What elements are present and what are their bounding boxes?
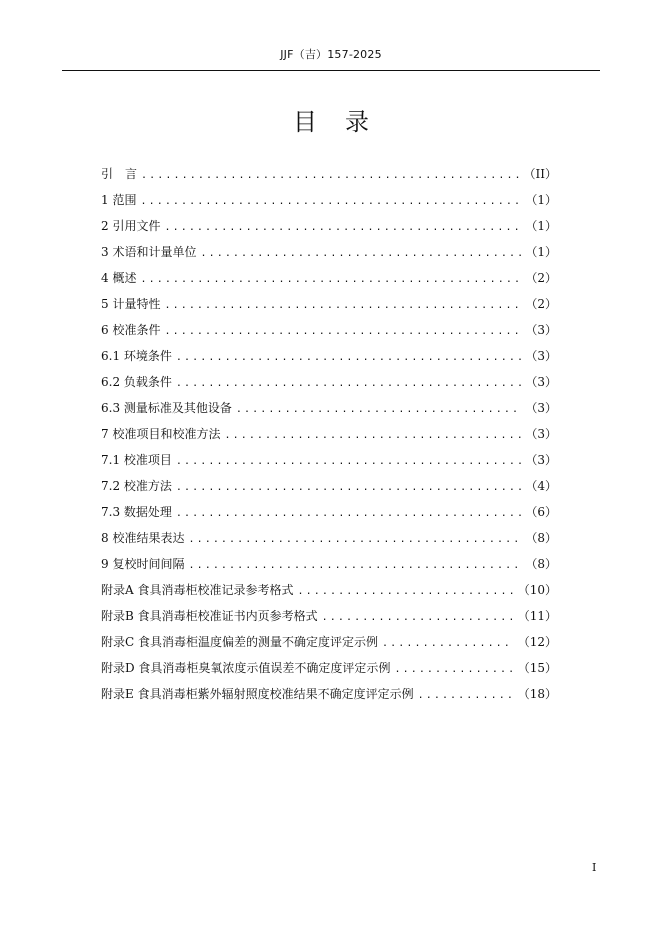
- toc-entry-page: （3）: [525, 401, 557, 415]
- toc-entry-title: 9 复校时间间隔: [101, 557, 185, 571]
- toc-entry[interactable]: [101, 425, 557, 451]
- running-header: JJF（吉）157-2025: [280, 48, 382, 61]
- header-rule: [62, 70, 600, 71]
- dot-leader: [188, 557, 521, 575]
- toc-entry-title: 8 校准结果表达: [101, 531, 185, 545]
- dot-leader: [394, 661, 513, 679]
- dot-leader: [418, 687, 514, 705]
- dot-leader: [164, 323, 521, 341]
- dot-leader: [140, 193, 521, 211]
- toc-entry-page: （1）: [525, 219, 557, 233]
- toc-entry-page: （12）: [517, 635, 557, 649]
- dot-leader: [297, 583, 513, 601]
- toc-entry-title: 2 引用文件: [101, 219, 161, 233]
- toc-entry-page: （3）: [525, 453, 557, 467]
- toc-entry-title: 6.1 环境条件: [101, 349, 172, 363]
- toc-entry[interactable]: [101, 295, 557, 321]
- dot-leader: [140, 271, 521, 289]
- toc-entry-title: 附录D 食具消毒柜臭氧浓度示值误差不确定度评定示例: [101, 661, 391, 675]
- toc-entry-title: 6 校准条件: [101, 323, 161, 337]
- toc-entry[interactable]: [101, 529, 557, 555]
- toc-entry-title: 5 计量特性: [101, 297, 161, 311]
- toc-entry-title: 7.1 校准项目: [101, 453, 172, 467]
- dot-leader: [176, 505, 521, 523]
- toc-entry-page: （2）: [525, 297, 557, 311]
- toc-entry[interactable]: [101, 165, 557, 191]
- toc-entry-page: （4）: [525, 479, 557, 493]
- toc-entry[interactable]: [101, 321, 557, 347]
- toc-entry[interactable]: [101, 633, 557, 659]
- toc-entry-title: 附录A 食具消毒柜校准记录参考格式: [101, 583, 294, 597]
- page-number: I: [592, 861, 597, 874]
- toc-entry[interactable]: [101, 607, 557, 633]
- toc-entry[interactable]: [101, 373, 557, 399]
- toc-entry-page: （6）: [525, 505, 557, 519]
- dot-leader: [141, 167, 520, 185]
- toc-entry-title: 4 概述: [101, 271, 137, 285]
- toc-entry-title: 附录E 食具消毒柜紫外辐射照度校准结果不确定度评定示例: [101, 687, 414, 701]
- toc-entry-title: 1 范围: [101, 193, 137, 207]
- dot-leader: [224, 427, 521, 445]
- toc-entry-page: （8）: [525, 557, 557, 571]
- toc-entry[interactable]: [101, 685, 557, 711]
- toc-entry[interactable]: [101, 399, 557, 425]
- toc-entry-page: （10）: [517, 583, 557, 597]
- toc-entry-page: （1）: [525, 245, 557, 259]
- toc-entry-title: 附录B 食具消毒柜校准证书内页参考格式: [101, 609, 318, 623]
- dot-leader: [164, 219, 521, 237]
- page-title: 目录: [293, 108, 397, 136]
- toc-entry-title: 7.2 校准方法: [101, 479, 172, 493]
- toc-entry-page: （3）: [525, 427, 557, 441]
- dot-leader: [188, 531, 521, 549]
- toc-entry-title: 7 校准项目和校准方法: [101, 427, 221, 441]
- toc-entry-page: （11）: [517, 609, 557, 623]
- dot-leader: [382, 635, 514, 653]
- toc-entry[interactable]: [101, 191, 557, 217]
- dot-leader: [176, 375, 521, 393]
- dot-leader: [176, 453, 521, 471]
- toc-entry-page: （1）: [525, 193, 557, 207]
- toc-entry-title: 附录C 食具消毒柜温度偏差的测量不确定度评定示例: [101, 635, 378, 649]
- toc-entry[interactable]: [101, 581, 557, 607]
- dot-leader: [200, 245, 521, 263]
- toc-entry[interactable]: [101, 503, 557, 529]
- toc-entry-page: （18）: [517, 687, 557, 701]
- toc-entry[interactable]: [101, 347, 557, 373]
- toc-entry-page: （2）: [525, 271, 557, 285]
- toc-entry[interactable]: [101, 243, 557, 269]
- toc-entry-title: 6.2 负载条件: [101, 375, 172, 389]
- dot-leader: [164, 297, 521, 315]
- dot-leader: [176, 349, 521, 367]
- toc-entry[interactable]: [101, 269, 557, 295]
- toc-entry[interactable]: [101, 477, 557, 503]
- toc-entry-page: （II）: [523, 167, 557, 181]
- dot-leader: [176, 479, 521, 497]
- toc-entry-title: 引 言: [101, 167, 138, 181]
- toc-entry-page: （3）: [525, 349, 557, 363]
- toc-entry-page: （3）: [525, 323, 557, 337]
- toc-entry[interactable]: [101, 451, 557, 477]
- toc-entry-page: （8）: [525, 531, 557, 545]
- toc-entry-page: （3）: [525, 375, 557, 389]
- dot-leader: [236, 401, 521, 419]
- toc-entry[interactable]: [101, 555, 557, 581]
- toc-entry-page: （15）: [517, 661, 557, 675]
- toc-entry[interactable]: [101, 217, 557, 243]
- table-of-contents: [101, 165, 557, 711]
- toc-entry-title: 3 术语和计量单位: [101, 245, 197, 259]
- toc-entry-title: 7.3 数据处理: [101, 505, 172, 519]
- toc-entry[interactable]: [101, 659, 557, 685]
- toc-entry-title: 6.3 测量标准及其他设备: [101, 401, 232, 415]
- dot-leader: [322, 609, 514, 627]
